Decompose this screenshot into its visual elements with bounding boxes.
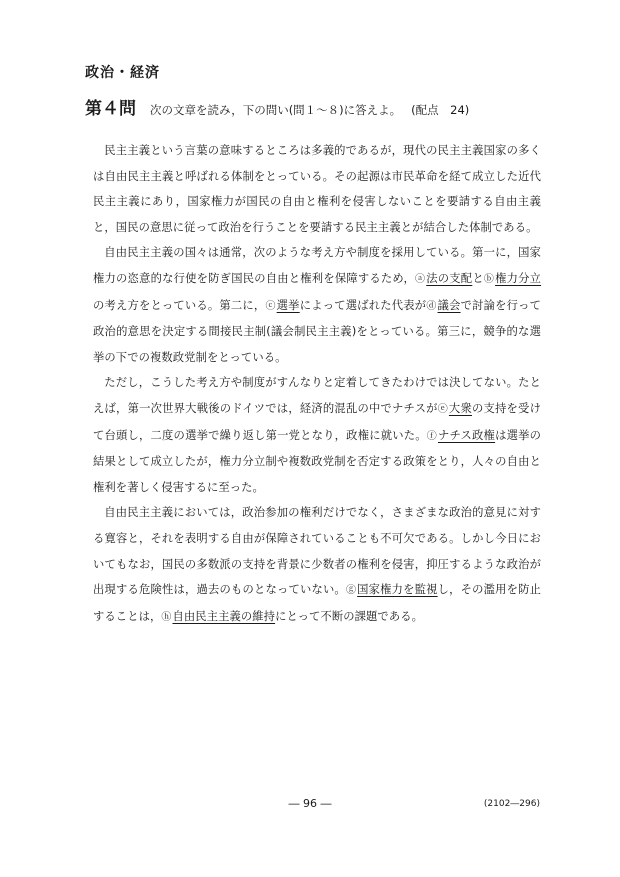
underlined-term: 議会 [437, 298, 461, 312]
question-number: 第４問 [85, 99, 136, 119]
passage-text: にとって不断の課題である。 [275, 609, 424, 623]
question-heading [85, 94, 469, 119]
passage-text: 民主主義という言葉の意味するところは多義的であるが，現代の民主主義国家の多くは自由民主主義と呼ばれる体制をとっている。その起源は市民革命を経て成立した近代民主主義にあり，国家権力が国民の自由と権利を侵害しないことを要請する自由主義と，国民の意思に従って政治を行うことを要請する民主主義とが結合した体制である。 [93, 144, 541, 234]
underline-label: ⓒ [265, 300, 276, 312]
passage-text: の考え方をとっている。第二に， [93, 298, 266, 312]
passage-text: と [472, 271, 484, 285]
underlined-term: 権力分立 [495, 271, 542, 285]
passage-text: で討論を行って政治的意思を決定する間接民主制(議会制民主主義)をとっている。第三に，競争的な選挙の下での複数政党制をとっている。 [93, 298, 542, 364]
page-number: ― 96 ― [288, 797, 332, 810]
points-text: (配点 24) [411, 103, 470, 117]
underline-label: ⓗ [161, 611, 172, 623]
passage-text: し，その濫用を防止することは， [93, 583, 541, 623]
passage-text: の支持を受けて台頭し，二度の選挙で繰り返し第一党となり，政権に就いた。 [93, 401, 541, 442]
subject-title: 政治・経済 [85, 65, 160, 81]
passage-paragraph [93, 240, 541, 370]
underline-label: ⓖ [345, 585, 357, 597]
passage-paragraph [93, 138, 541, 240]
instruction-text: 次の文章を読み，下の問い(問１～８)に答えよ。 [150, 103, 402, 117]
passage-text: は選挙の結果として成立したが，権力分立制や複数政党制を否定する政策をとり，人々の自由と権利を著しく侵害するに至った。 [93, 428, 541, 494]
passage-paragraph [93, 370, 541, 500]
underlined-term: 国家権力を監視 [357, 583, 438, 597]
question-instruction [150, 102, 469, 118]
underline-label: ⓕ [426, 430, 437, 442]
underline-label: ⓑ [483, 273, 495, 285]
passage-text: 自由民主主義の国々は通常，次のような考え方や制度を採用している。第一に，国家権力の恣意的な行使を防ぎ国民の自由と権利を保障するため， [93, 246, 541, 285]
underlined-term: 選挙 [276, 298, 300, 312]
passage-text: 自由民主主義においては，政治参加の権利だけでなく，さまざまな政治的意見に対する寛容と，それを表明する自由が保障されていることも不可欠である。しかし今日においてもなお，国民の多数派の支持を背景に少数者の権利を侵害，抑圧するような政治が出現する危険性は，過去のものとなっていない。 [93, 506, 541, 597]
passage-body [93, 138, 541, 630]
underlined-term: 自由民主主義の維持 [172, 609, 276, 623]
page-code: (2102―296) [483, 799, 540, 809]
passage-text: によって選ばれた代表が [299, 298, 427, 312]
underlined-term: 大衆 [448, 401, 472, 415]
underline-label: ⓐ [415, 273, 426, 285]
passage-paragraph [93, 500, 541, 630]
underlined-term: ナチス政権 [437, 428, 496, 442]
passage-text: ただし，こうした考え方や制度がすんなりと定着してきたわけでは決してない。たとえば，第一次世界大戦後のドイツでは，経済的混乱の中でナチスが [93, 376, 541, 415]
underlined-term: 法の支配 [426, 271, 473, 285]
underline-label: ⓓ [426, 300, 437, 312]
underline-label: ⓔ [437, 403, 448, 415]
